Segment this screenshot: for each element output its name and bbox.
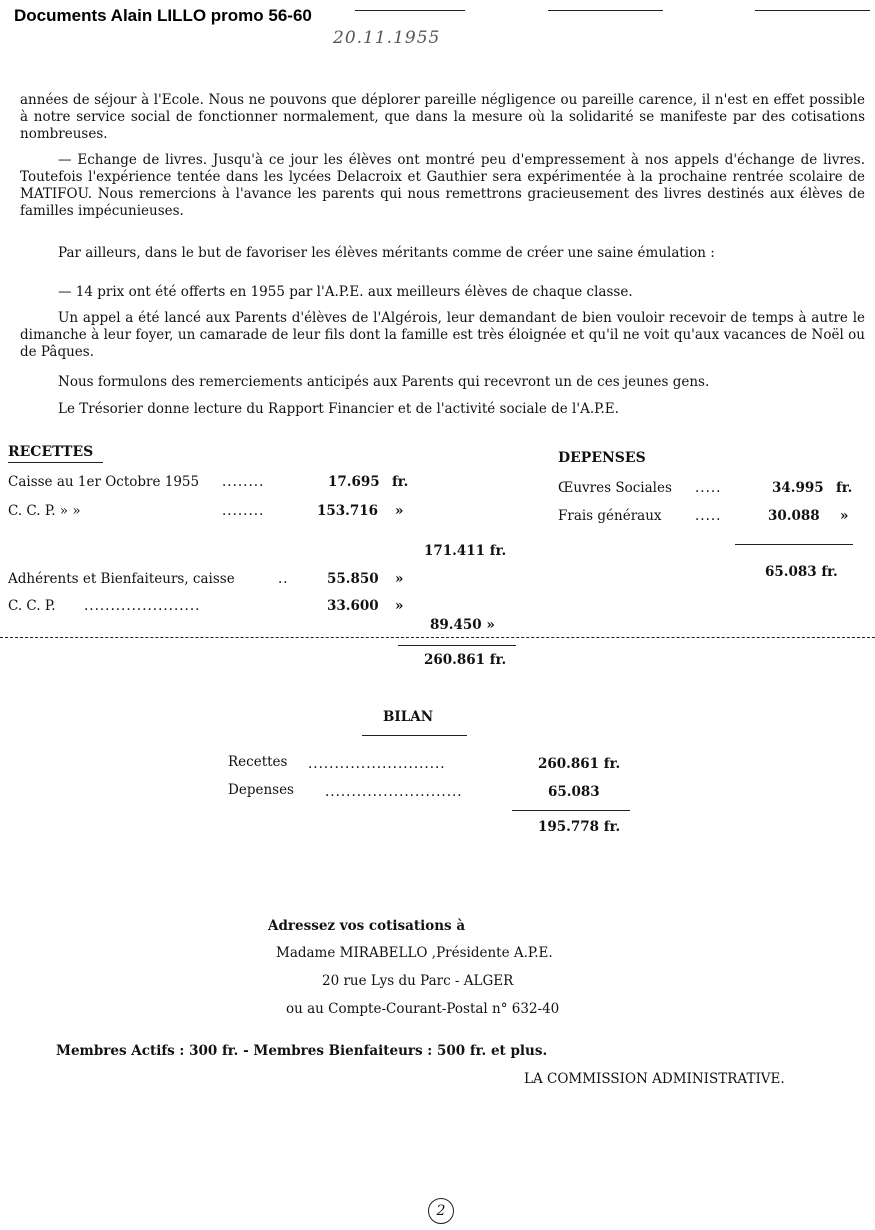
bilan-row-label: Depenses — [228, 782, 294, 798]
depenses-row-amount: 34.995 — [772, 480, 824, 496]
top-rule-1 — [355, 10, 465, 11]
depenses-row-dots: ..... — [695, 508, 722, 524]
address-line-1: Madame MIRABELLO ,Présidente A.P.E. — [276, 945, 553, 961]
recettes-row-dots: .. — [278, 571, 289, 587]
recettes-row-amount: 17.695 — [328, 474, 380, 490]
recettes-subtotal-2: 89.450 » — [430, 617, 495, 633]
recettes-row-label: Caisse au 1er Octobre 1955 — [8, 474, 200, 490]
bilan-row-dots: .......................... — [325, 784, 463, 800]
recettes-row-amount: 153.716 — [317, 503, 379, 519]
recettes-row-label: Adhérents et Bienfaiteurs, caisse — [8, 571, 235, 587]
recettes-row-dots: ........ — [222, 474, 265, 490]
depenses-total-rule — [735, 544, 853, 545]
recettes-row-dots: ........ — [222, 503, 265, 519]
depenses-row-dots: ..... — [695, 480, 722, 496]
paragraph-treasurer: Le Trésorier donne lecture du Rapport Financier et de l'activité sociale de l'A.P.E. — [58, 401, 619, 417]
paragraph-emulation: Par ailleurs, dans le but de favoriser les élèves méritants comme de créer une saine émulation : — [58, 245, 715, 261]
depenses-title: DEPENSES — [558, 450, 646, 466]
depenses-row-label: Œuvres Sociales — [558, 480, 672, 496]
depenses-row-unit: fr. — [836, 480, 853, 496]
depenses-row-amount: 30.088 — [768, 508, 820, 524]
recettes-total-rule — [398, 645, 516, 646]
recettes-row-unit: » — [395, 571, 404, 587]
membership-fees: Membres Actifs : 300 fr. - Membres Bienfaiteurs : 500 fr. et plus. — [56, 1043, 548, 1059]
recettes-subtotal-1: 171.411 fr. — [424, 543, 507, 559]
depenses-total: 65.083 fr. — [765, 564, 838, 580]
bilan-row-amount: 260.861 fr. — [538, 756, 621, 772]
recettes-row-amount: 55.850 — [327, 571, 379, 587]
watermark-header: Documents Alain LILLO promo 56-60 — [14, 6, 312, 25]
recettes-row-amount: 33.600 — [327, 598, 379, 614]
address-line-2: 20 rue Lys du Parc - ALGER — [322, 973, 514, 989]
top-rule-2 — [548, 10, 663, 11]
recettes-row-dots: ...................... — [84, 598, 201, 614]
recettes-row-label: C. C. P. » » — [8, 503, 81, 519]
recettes-row-unit: » — [395, 503, 404, 519]
paragraph-book-exchange: — Echange de livres. Jusqu'à ce jour les élèves ont montré peu d'empressement à nos appels d'échange de livres. Toutefois l'expérience tentée dans les lycées Delacroix et Gauthier sera expérimentée à la prochaine rentrée scolaire de MATIFOU. Nous remercions à l'avance les parents qui nous remettrons gracieusement des livres destinés aux élèves de familles impécunieuses. — [20, 152, 865, 219]
depenses-row-label: Frais généraux — [558, 508, 662, 524]
recettes-total: 260.861 fr. — [424, 652, 507, 668]
recettes-separator — [0, 637, 875, 638]
commission-signature: LA COMMISSION ADMINISTRATIVE. — [524, 1071, 785, 1087]
paragraph-appeal: Un appel a été lancé aux Parents d'élèves de l'Algérois, leur demandant de bien vouloir recevoir de temps à autre le dimanche à leur foyer, un camarade de leur fils dont la famille est très éloignée et qu'il ne voit qu'aux vacances de Noël ou de Pâques. — [20, 310, 865, 360]
paragraph-prizes: — 14 prix ont été offerts en 1955 par l'A.P.E. aux meilleurs élèves de chaque classe. — [58, 284, 633, 300]
bilan-title: BILAN — [383, 709, 434, 725]
bilan-row-amount: 65.083 — [548, 784, 600, 800]
handwritten-date: 20.11.1955 — [333, 28, 441, 48]
page-number: 2 — [428, 1198, 454, 1224]
bilan-total: 195.778 fr. — [538, 819, 621, 835]
recettes-title-underline — [8, 462, 103, 463]
bilan-row-label: Recettes — [228, 754, 288, 770]
recettes-title: RECETTES — [8, 444, 94, 460]
paragraph-thanks: Nous formulons des remerciements anticipés aux Parents qui recevront un de ces jeunes gens. — [58, 374, 710, 390]
recettes-row-unit: fr. — [392, 474, 409, 490]
address-heading: Adressez vos cotisations à — [268, 918, 466, 934]
recettes-row-label: C. C. P. — [8, 598, 56, 614]
address-line-3: ou au Compte-Courant-Postal n° 632-40 — [286, 1001, 560, 1017]
top-rule-3 — [755, 10, 870, 11]
paragraph-contributions: années de séjour à l'Ecole. Nous ne pouvons que déplorer pareille négligence ou pareille carence, il n'est en effet possible à notre service social de fonctionner normalement, que dans la mesure où la solidarité se manifeste par des cotisations nombreuses. — [20, 92, 865, 142]
recettes-row-unit: » — [395, 598, 404, 614]
bilan-row-dots: .......................... — [308, 756, 446, 772]
depenses-row-unit: » — [840, 508, 849, 524]
bilan-total-rule — [512, 810, 630, 811]
bilan-title-underline — [362, 735, 467, 736]
